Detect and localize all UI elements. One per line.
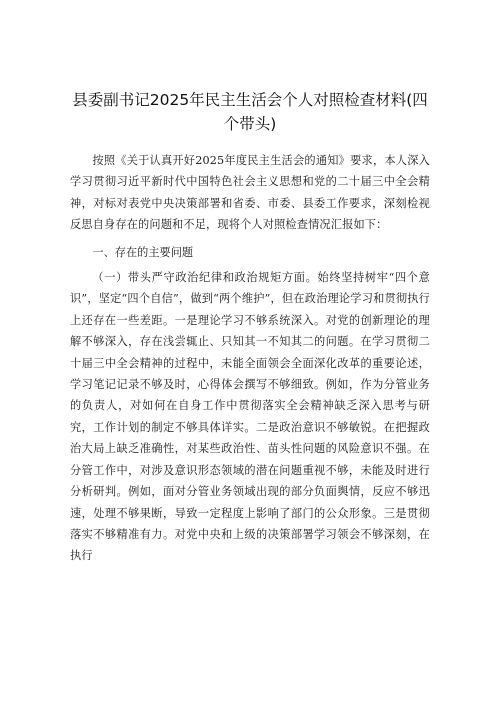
document-title: 县委副书记2025年民主生活会个人对照检查材料(四个带头) xyxy=(72,91,428,133)
section-heading: 一、存在的主要问题 xyxy=(92,245,194,259)
body-paragraph: （一）带头严守政治纪律和政治规矩方面。始终坚持树牢“四个意识”，坚定“四个自信”，做到“两个维护”，但在政治理论学习和贯彻执行上还存在一些差距。一是理论学习不够系统深入。对党的创新理论的理解不够深入，存在浅尝辄止、只知其一不知其二的问题。在学习贯彻二十届三中全会精神的过程中，未能全面领会全面深化改革的重要论述，学习笔记记录不够及时，心得体会撰写不够细致。例如，作为分管业务的负责人，对如何在自身工作中贯彻落实全会精神缺乏深入思考与研究，工作计划的制定不够具体详实。二是政治意识不够敏锐。在把握政治大局上缺乏准确性，对某些政治性、苗头性问题的风险意识不强。在分管工作中，对涉及意识形态领域的潜在问题重视不够，未能及时进行分析研判。例如，面对分管业务领域出现的部分负面舆情，反应不够迅速，处理不够果断，导致一定程度上影响了部门的公众形象。三是贯彻落实不够精准有力。对党中央和上级的决策部署学习领会不够深刻，在执行 xyxy=(70,271,430,563)
intro-paragraph: 按照《关于认真开好2025年度民主生活会的通知》要求，本人深入学习贯彻习近平新时代中国特色社会主义思想和党的二十届三中全会精神，对标对表党中央决策部署和省委、市委、县委工作要求，深刻检视反思自身存在的问题和不足，现将个人对照检查情况汇报如下： xyxy=(70,154,430,232)
